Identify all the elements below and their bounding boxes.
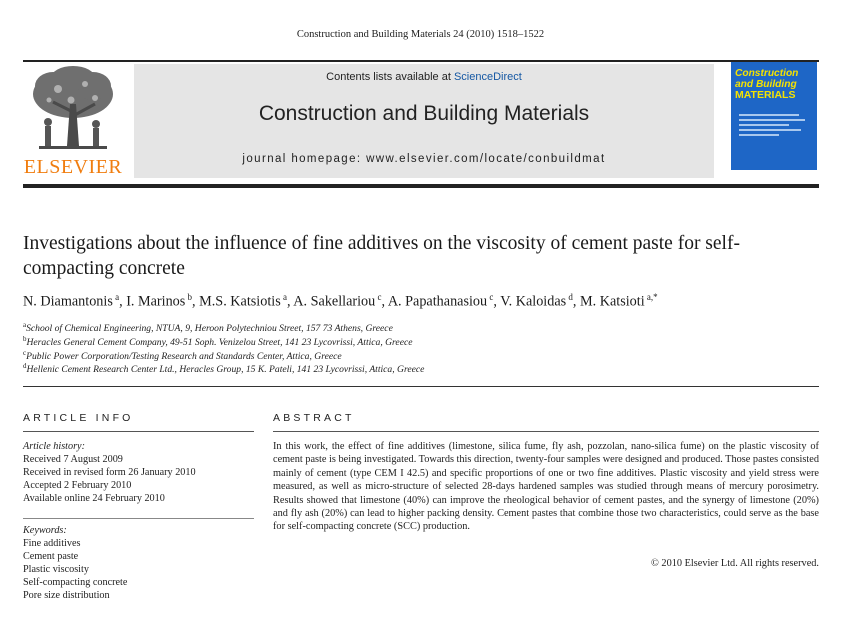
journal-name: Construction and Building Materials	[258, 102, 590, 125]
affiliation-mark: a	[23, 321, 27, 329]
journal-masthead	[134, 64, 714, 178]
affiliation-text: Heracles General Cement Company, 49-51 Soph. Venizelou Street, 141 23 Lycovrissi, Attica, Greece	[26, 337, 413, 349]
keyword-item: Fine additives	[23, 538, 81, 549]
keyword-item: Plastic viscosity	[23, 564, 89, 575]
elsevier-logo	[23, 64, 123, 176]
journal-homepage[interactable]: journal homepage: www.elsevier.com/locate/conbuildmat	[242, 153, 606, 165]
contents-line	[134, 71, 714, 83]
header-top-rule	[23, 60, 819, 62]
article-info-rule	[23, 431, 254, 432]
author-name: A. Papathanasiou	[387, 293, 488, 310]
header-bottom-rule	[23, 184, 819, 188]
affiliation-mark: c	[23, 349, 27, 357]
elsevier-tree-icon	[23, 64, 123, 156]
author-affil-mark[interactable]: b	[187, 292, 193, 302]
affiliation-text: Public Power Corporation/Testing Research and Standards Center, Attica, Greece	[26, 351, 342, 363]
keywords-label: Keywords:	[23, 525, 67, 536]
journal-citation: Construction and Building Materials 24 (2010) 1518–1522	[296, 29, 545, 40]
history-accepted: Accepted 2 February 2010	[23, 480, 132, 491]
sciencedirect-link[interactable]: ScienceDirect	[453, 71, 522, 83]
affiliation-mark: b	[23, 335, 27, 343]
contents-prefix: Contents lists available at	[326, 71, 454, 83]
keyword-item: Self-compacting concrete	[23, 577, 128, 588]
cover-line-2: and Building	[735, 79, 797, 90]
author-name: I. Marinos	[126, 293, 186, 310]
author-affil-mark[interactable]: a,*	[646, 292, 658, 302]
abstract-text: In this work, the effect of fine additives (limestone, silica fume, fly ash, pozzolan, nano-silica fume) on the plastic viscosity of cement paste is being investigated. Towards this direction, twenty-four samples were designed and produced. Those pastes consisted mainly of cement (type CEM I 42.5) and specific proportions of one or two fine additives. Plastic viscosity and yield stress were measured, as well as micro-structure of selected 28-days hardened samples was studied through means of mercury porosimetry. Results showed that limestone (40%) can improve the rheological behavior of cement pastes, and the synergy of limestone (20%) and fly ash (20%) can lead to higher packing density. Cement pastes that combine those two characteristics, could serve as the base for self-compacting concrete (SCC) production.	[273, 441, 819, 533]
article-info-heading: ARTICLE INFO	[23, 412, 134, 424]
abstract-rule	[273, 431, 819, 432]
author-name: V. Kaloidas	[500, 293, 567, 310]
cover-title	[735, 68, 815, 101]
author-affil-mark[interactable]: a	[115, 292, 120, 302]
history-label: Article history:	[23, 441, 85, 452]
author-name: A. Sakellariou	[293, 293, 376, 310]
section-divider	[23, 386, 819, 387]
author-affil-mark[interactable]: d	[568, 292, 573, 302]
copyright-notice: © 2010 Elsevier Ltd. All rights reserved.	[651, 558, 819, 569]
affiliation-d	[23, 362, 623, 375]
author-affil-mark[interactable]: a	[282, 292, 287, 302]
cover-line-1: Construction	[735, 68, 799, 79]
cover-line-3: MATERIALS	[735, 89, 796, 101]
keyword-item: Cement paste	[23, 551, 79, 562]
author-name: N. Diamantonis	[23, 293, 113, 310]
affiliation-b	[23, 335, 623, 348]
journal-cover	[731, 62, 817, 170]
author-list: N. Diamantonis $^a$, I. Marinos $^b$, M.S. Katsiotis $^a$, A. Sakellariou $^c$, A. Papathanasiou $^c$, V. Kaloidas $^d$, M. Katsioti $^{a,*}$	[23, 292, 658, 310]
author-name: M.S. Katsiotis	[199, 293, 281, 310]
article-history	[23, 440, 254, 505]
keywords-rule	[23, 518, 254, 519]
affiliation-c	[23, 349, 623, 362]
author-name: M. Katsioti	[580, 293, 645, 310]
history-online: Available online 24 February 2010	[23, 493, 165, 504]
history-received: Received 7 August 2009	[23, 454, 123, 465]
affiliation-text: School of Chemical Engineering, NTUA, 9, Heroon Polytechniou Street, 157 73 Athens, Greece	[26, 323, 393, 335]
keywords-block	[23, 524, 254, 602]
author-affil-mark[interactable]: c	[489, 292, 494, 302]
abstract-heading: ABSTRACT	[273, 412, 355, 424]
cover-decoration	[739, 114, 809, 139]
history-revised: Received in revised form 26 January 2010	[23, 467, 196, 478]
article-title: Investigations about the influence of fine additives on the viscosity of cement paste for self-compacting concrete	[23, 233, 740, 279]
elsevier-wordmark: ELSEVIER	[23, 156, 123, 178]
author-affil-mark[interactable]: c	[377, 292, 382, 302]
affiliation-a	[23, 321, 623, 334]
keyword-item: Pore size distribution	[23, 590, 110, 601]
affiliation-mark: d	[23, 362, 27, 370]
affiliation-text: Hellenic Cement Research Center Ltd., Heracles Group, 15 K. Pateli, 141 23 Lycovrissi, Attica, Greece	[26, 364, 425, 376]
